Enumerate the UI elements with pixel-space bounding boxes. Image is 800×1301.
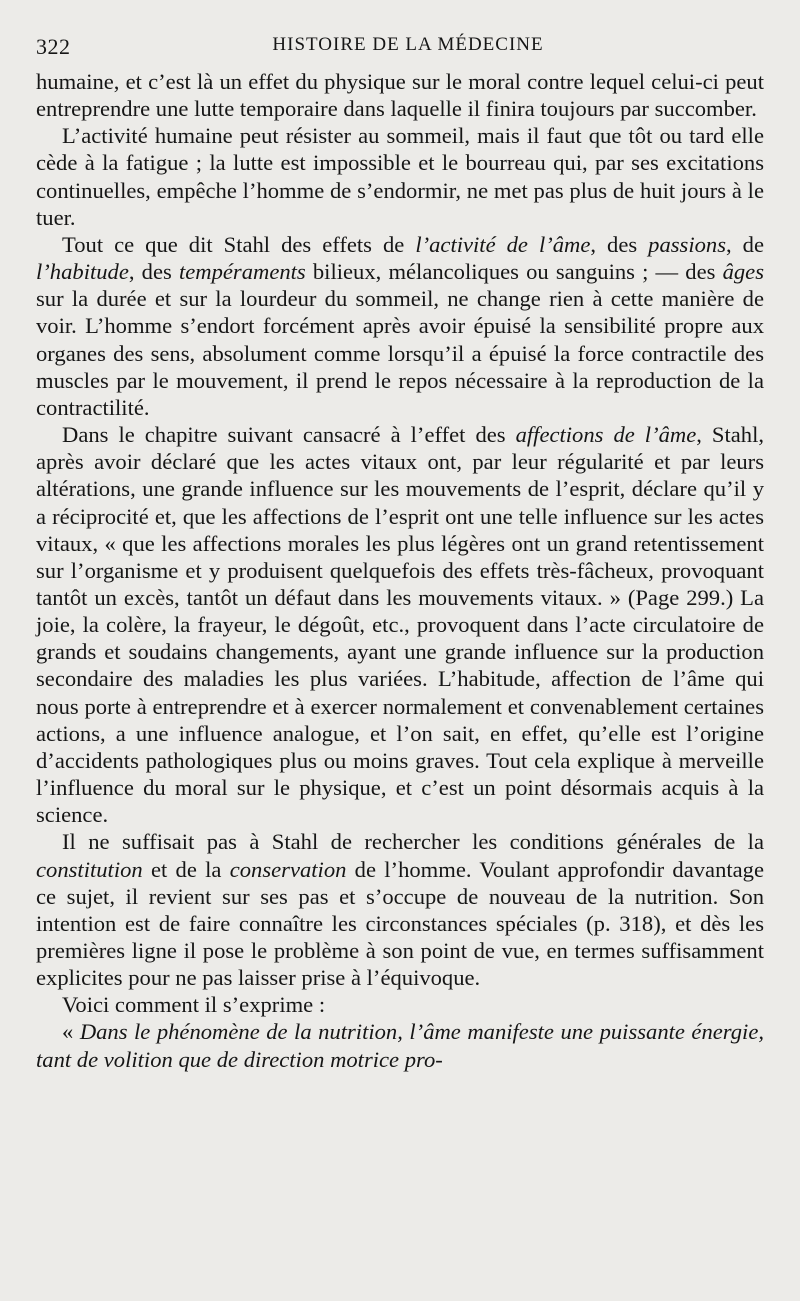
text-run: humaine, et c’est là un effet du physique sur le moral contre lequel celui-ci peut entreprendre une lutte temporaire dans laquelle il finira toujours par succomber. (36, 69, 764, 122)
paragraph (36, 122, 764, 231)
italic-text: âges (722, 259, 764, 285)
paragraph (36, 231, 764, 421)
italic-text: l’habitude (36, 259, 129, 285)
page-header (36, 34, 764, 68)
text-run: « (62, 1019, 80, 1045)
italic-text: l’activité de l’âme (415, 231, 591, 257)
italic-text: passions (648, 231, 727, 257)
text-run: , de (726, 231, 764, 257)
text-run: Il ne suffisait pas à Stahl de rechercher les conditions générales de la (62, 829, 764, 855)
text-run: Dans le chapitre suivant cansacré à l’effet des (62, 422, 516, 448)
paragraph (36, 828, 764, 991)
text-run: sur la durée et sur la lourdeur du sommeil, ne change rien à cette manière de voir. L’homme s’endort forcément après avoir épuisé la sensibilité propre aux organes des sens, absolument comme lorsqu’il a épuisé la force contractile des muscles par le mouvement, il prend le repos nécessaire à la reproduction de la contractilité. (36, 286, 764, 420)
text-run: , des (128, 259, 179, 285)
italic-text: constitution (36, 856, 143, 882)
text-run: L’activité humaine peut résister au sommeil, mais il faut que tôt ou tard elle cède à la fatigue ; la lutte est impossible et le bourreau qui, par ses excitations continuelles, empêche l’homme de s’endormir, ne met pas plus de huit jours à le tuer. (36, 123, 764, 230)
italic-text: affections de l’âme (515, 422, 697, 448)
text-run: Tout ce que dit Stahl des effets de (62, 231, 416, 257)
italic-text: tempéraments (178, 259, 306, 285)
paragraph (36, 68, 764, 122)
paragraph (36, 1018, 764, 1072)
paragraph (36, 991, 764, 1018)
text-run: , des (590, 231, 649, 257)
text-run: Voici comment il s’exprime : (62, 992, 326, 1018)
italic-text: conservation (229, 856, 347, 882)
text-run: de l’homme. Voulant approfondir davantage ce sujet, il revient sur ses pas et s’occupe de nouveau de la nutrition. Son intention est de faire connaître les circonstances spéciales (p. 318), et dès les premières ligne il pose le problème à son point de vue, en termes suffisamment explicites pour ne pas laisser prise à l’équivoque. (36, 856, 764, 991)
page-number: 322 (36, 34, 71, 59)
body-text (36, 68, 764, 1073)
text-run: et de la (142, 856, 230, 882)
text-run: bilieux, mélancoliques ou sanguins ; — des (305, 259, 723, 285)
running-title: HISTOIRE DE LA MÉDECINE (272, 34, 544, 55)
text-run: , Stahl, après avoir déclaré que les actes vitaux ont, par leur régularité et par leurs altérations, une grande influence sur les mouvements de l’esprit, déclare qu’il y a réciprocité et, que les affections de l’esprit ont une telle influence sur les actes vitaux, « que les affections morales les plus légères ont un grand retentissement sur l’organisme et y produisent quelquefois des effets très-fâcheux, provoquant tantôt un excès, tantôt un défaut dans les mouvements vitaux. » (Page 299.) La joie, la colère, la frayeur, le dégoût, etc., provoquent dans l’acte circulatoire de grands et soudains changements, ayant une grande influence sur la production secondaire des maladies les plus variées. L’habitude, affection de l’âme qui nous porte à entreprendre et à exercer normalement et convenablement certaines actions, a une influence analogue, et l’on sait, en effet, qu’elle est l’origine d’accidents pathologiques plus ou moins graves. Tout cela explique à merveille l’influence du moral sur le physique, et c’est un point désormais acquis à la science. (36, 422, 765, 828)
italic-text: Dans le phénomène de la nutrition, l’âme manifeste une puissante énergie, tant de volition que de direction motrice pro- (36, 1019, 764, 1072)
paragraph (36, 421, 764, 828)
